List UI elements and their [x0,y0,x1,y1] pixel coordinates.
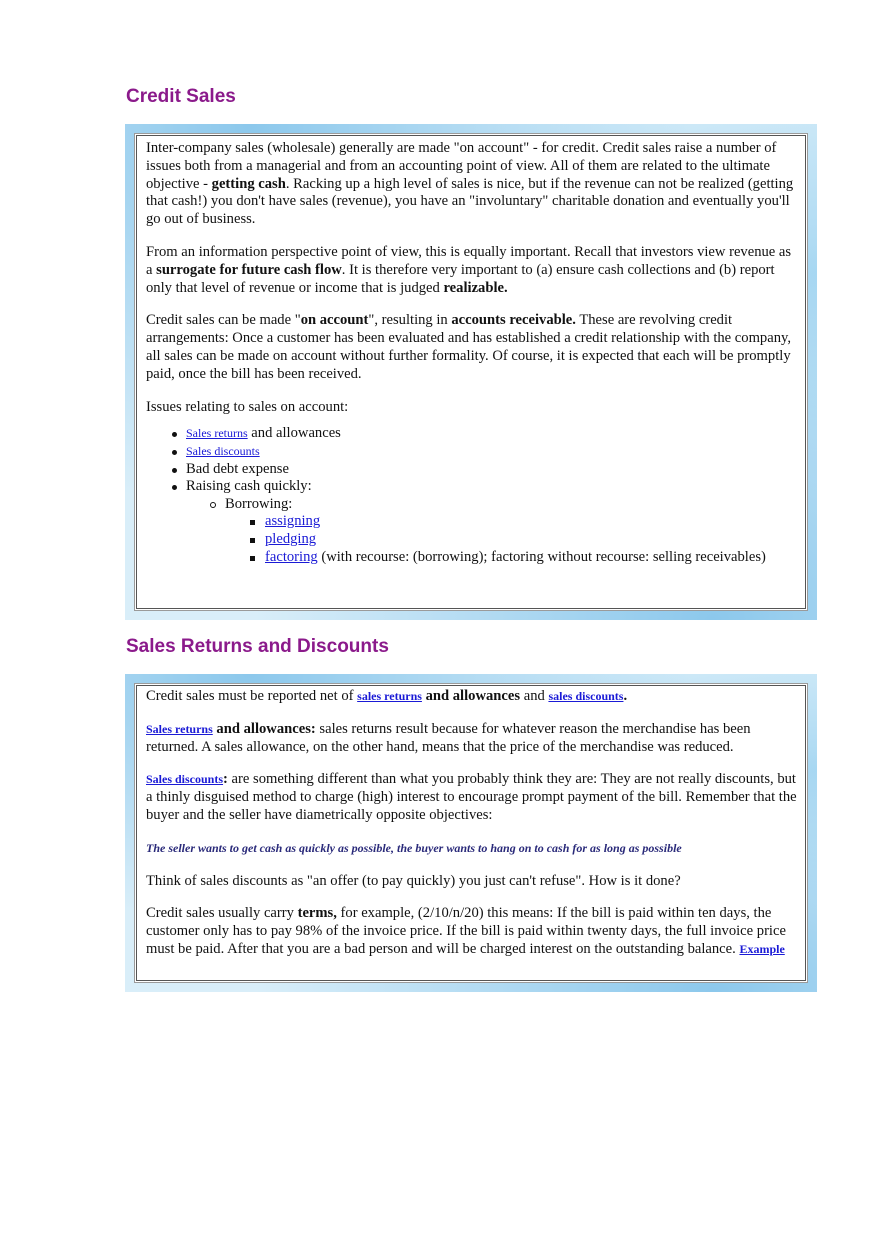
pledging-link[interactable]: pledging [265,530,317,547]
text: Credit sales must be reported net of [146,688,358,704]
paragraph [146,312,797,383]
bold-text: : [223,771,228,788]
sales-discounts-link[interactable]: sales discounts [548,689,624,703]
sales-returns-link[interactable]: Sales returns [146,721,213,736]
text: . It is therefore very important to (a) ensure cash collections and (b) report only that level of revenue or income that is judged [146,261,775,296]
issues-intro: Issues relating to sales on account: [146,398,349,415]
example-link[interactable]: Example [739,941,785,956]
bold-text: surrogate for future cash flow [156,261,342,278]
text: for example, (2/10/n/20) this means: If the bill is paid within ten days, the customer only has to pay 98% of the invoice price. If the bill is paid within twenty days, the full invoice price must be paid. After that you are a bad person and will be charged interest on the outstanding balance. [146,905,786,957]
paragraph [146,905,797,958]
sales-discounts-link[interactable]: Sales discounts [186,443,260,458]
bold-text: and allowances [421,688,521,704]
list-item [225,549,797,567]
sales-returns-frame [125,674,817,992]
section-heading-sales-returns: Sales Returns and Discounts [126,636,389,657]
bold-text: on account [300,312,369,329]
list-item [225,513,797,531]
bold-text: realizable. [443,279,508,296]
factoring-link[interactable]: factoring [265,548,318,565]
paragraph [146,244,797,297]
paragraph [146,721,797,757]
text: Borrowing: [225,495,293,512]
list-item [146,425,797,443]
text: Credit sales can be made " [146,312,301,329]
sub-sub-list [225,513,797,566]
list-item [186,496,797,566]
text: These are revolving credit arrangements: Once a customer has been evaluated and has established a credit relationship with the company, all sales can be made on account without further formality. Of course, it is expected that each will be promptly paid, once the bill has been received. [146,312,791,382]
credit-sales-content [134,133,808,611]
sales-returns-link[interactable]: Sales returns [186,426,248,441]
sales-returns-link[interactable]: sales returns [357,689,422,703]
paragraph [146,771,797,824]
bold-text: getting cash [211,175,286,192]
paragraph [146,140,797,229]
credit-sales-frame [125,124,817,620]
bold-text: accounts receivable. [451,312,576,329]
text: Inter-company sales (wholesale) generally are made "on account" - for credit. Credit sales raise a number of issues both from a managerial and from an accounting point of view. All of them are related to the ultimate objective - [146,140,777,192]
bold-text: and allowances: [212,720,316,737]
text: Credit sales usually carry [146,905,298,922]
list-item [225,531,797,549]
text: ", resulting in [368,312,452,329]
list-item [146,478,797,566]
bold-text: terms, [297,905,337,922]
paragraph: Think of sales discounts as "an offer (to pay quickly) you just can't refuse". How is it done? [146,872,681,889]
text: sales returns result because for whatever reason the merchandise has been returned. A sales allowance, on the other hand, means that the price of the merchandise was reduced. [146,720,751,755]
text: are something different than what you probably think they are: They are not really discounts, but a thinly disguised method to charge (high) interest to encourage prompt payment of the bill. Remember that the buyer and the seller have diametrically opposite objectives: [146,771,797,823]
paragraph [146,688,797,706]
sales-returns-content [134,683,808,983]
issues-list [146,425,797,566]
sub-list [186,496,797,566]
sales-discounts-link[interactable]: Sales discounts [146,772,224,787]
list-item: Bad debt expense [146,461,797,479]
text: (with recourse: (borrowing); factoring without recourse: selling receivables) [317,548,766,565]
text: . Racking up a high level of sales is nice, but if the revenue can not be realized (getting that cash!) you don't have sales (revenue), you have an "involuntary" charitable donation and eventually you'll go out of business. [146,175,794,228]
assigning-link[interactable]: assigning [265,513,321,530]
section-heading-credit-sales: Credit Sales [126,86,236,107]
text: From an information perspective point of view, this is equally important. Recall that investors view revenue as a [146,243,792,278]
text: Raising cash quickly: [186,478,312,495]
text: and [520,688,549,704]
bold-text: . [623,688,628,704]
text: and allowances [247,425,341,442]
list-item [146,443,797,461]
emphasis-quote: The seller wants to get cash as quickly as possible, the buyer wants to hang on to cash for as long as possible [146,840,682,855]
